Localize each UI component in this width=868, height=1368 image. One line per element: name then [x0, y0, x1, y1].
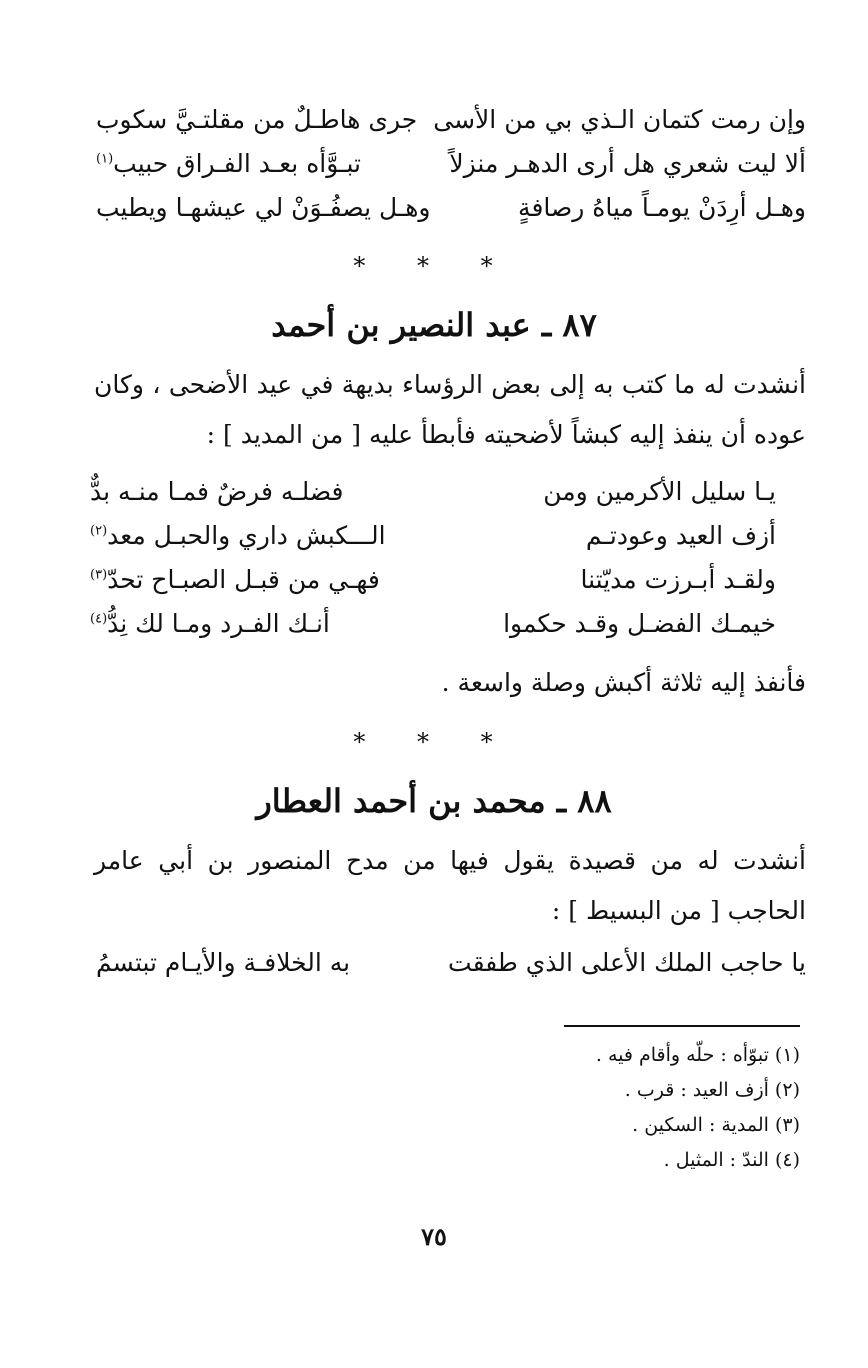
verse-text: تبـوَّأه بعـد الفـراق حبيب	[113, 148, 361, 178]
verse-second-hemistich: فضلـه فرضٌ فمـا منـه بدٌّ	[90, 476, 344, 506]
footnote: (٣) المدية : السكين .	[632, 1114, 800, 1136]
footnote-divider	[564, 1025, 800, 1027]
verse-second-hemistich: به الخلافـة والأيـام تبتسمُ	[96, 947, 351, 977]
verse-text: أنـك الفـرد ومـا لك نِدُّ	[107, 608, 330, 638]
verse-first-hemistich: ولقـد أبـرزت مديّتنا	[580, 564, 776, 594]
verse-second-hemistich	[90, 521, 386, 550]
section-title: ٨٨ ـ محمد بن أحمد العطار	[256, 782, 612, 820]
footnote: (١) تبوّأه : حلّه وأقام فيه .	[595, 1044, 800, 1066]
verse-first-hemistich: أزف العيد وعودتـم	[585, 520, 776, 550]
verse-line	[90, 557, 776, 601]
verse-text: الـــكبش داري والحبـل معد	[107, 520, 386, 550]
footnote: (٤) الندّ : المثيل .	[663, 1149, 800, 1171]
footnote-marker: (٢)	[90, 523, 108, 539]
verse-second-hemistich	[96, 149, 361, 178]
verse-line	[90, 469, 776, 513]
page-number: ٧٥	[421, 1222, 447, 1251]
section-title: ٨٧ ـ عبد النصير بن أحمد	[271, 306, 597, 344]
footnote-marker: (٣)	[90, 567, 108, 583]
verse-second-hemistich: جرى هاطـلٌ من مقلتـيَّ سكوب	[96, 104, 418, 134]
section-intro: أنشدت له ما كتب به إلى بعض الرؤساء بديهة في عيد الأضحى ، وكان عوده أن ينفذ إليه كبشاً لأضحيته فأبطأ عليه [ من المديد ] :	[94, 370, 806, 449]
verse-first-hemistich: وهـل أرِدَنْ يومـاً مياهُ رصافةٍ	[518, 192, 806, 222]
verse-line	[90, 513, 776, 557]
verse-second-hemistich: وهـل يصفُـوَنْ لي عيشهـا ويطيب	[96, 192, 431, 222]
footnote-marker: (٤)	[90, 611, 108, 627]
section-closing: فأنفذ إليه ثلاثة أكبش وصلة واسعة .	[441, 668, 806, 697]
verse-second-hemistich	[90, 609, 330, 638]
section-intro: أنشدت له من قصيدة يقول فيها من مدح المنصور بن أبي عامر الحاجب [ من البسيط ] :	[94, 846, 806, 925]
verse-first-hemistich: خيمـك الفضـل وقـد حكموا	[503, 608, 776, 638]
verse-first-hemistich: وإن رمت كتمان الـذي بي من الأسى	[433, 104, 806, 134]
verse-line	[96, 185, 806, 229]
footnote: (٢) أزف العيد : قرب .	[624, 1079, 800, 1101]
section-separator: * * *	[353, 728, 515, 756]
verse-first-hemistich: ألا ليت شعري هل أرى الدهـر منزلاً	[449, 148, 806, 178]
verse-first-hemistich: يا حاجب الملك الأعلى الذي طفقت	[448, 947, 806, 977]
verse-text: فهـي من قبـل الصبـاح تحدّ	[107, 564, 380, 594]
verse-line	[96, 141, 806, 185]
section-separator: * * *	[353, 252, 515, 280]
verse-line	[90, 601, 776, 645]
verse-line	[96, 940, 806, 984]
verse-second-hemistich	[90, 565, 380, 594]
verse-first-hemistich: يـا سليل الأكرمين ومن	[543, 476, 776, 506]
footnote-marker: (١)	[96, 151, 114, 167]
verse-line	[96, 97, 806, 141]
